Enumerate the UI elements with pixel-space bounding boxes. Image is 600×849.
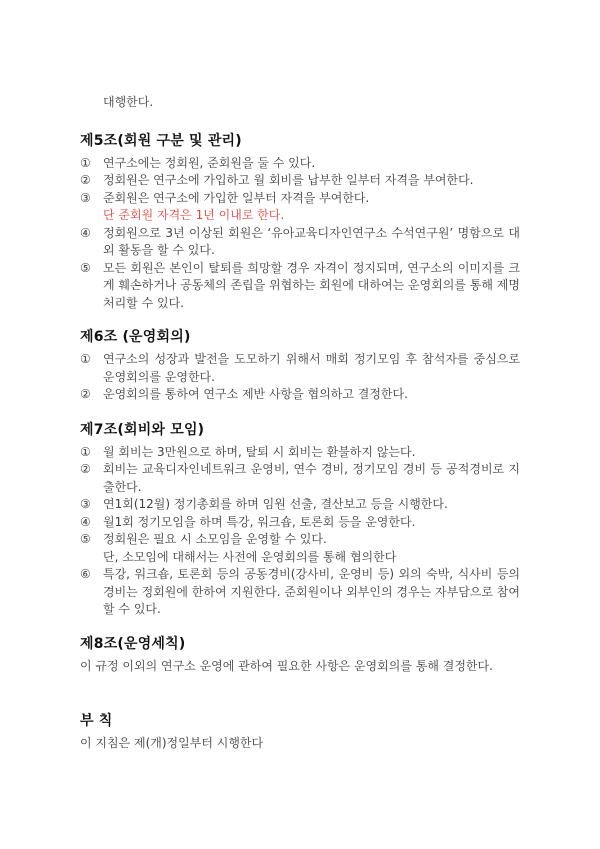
clause-marker: ④ xyxy=(80,514,91,529)
clause-marker: ⑤ xyxy=(80,532,91,546)
article7-items xyxy=(80,444,520,619)
sub-note: 단, 소모임에 대해서는 사전에 운영회의를 통해 협의한다 xyxy=(103,549,397,564)
clause-text: 정회원은 연구소에 가입하고 월 회비를 납부한 일부터 자격을 부여한다. xyxy=(103,173,474,187)
clause-item xyxy=(80,531,520,549)
clause-item xyxy=(80,461,520,496)
clause-text: 모든 회원은 본인이 탈퇴를 희망할 경우 자격이 정지되며, 연구소의 이미지를 크게 훼손하거나 공동체의 존립을 위협하는 회원에 대하여는 운영회의를 통해 제명 처리할 수 있다. xyxy=(103,260,520,310)
section-heading-appendix: 부 칙 xyxy=(80,713,113,729)
clause-marker: ① xyxy=(80,352,91,366)
document-content xyxy=(80,0,520,753)
clause-item xyxy=(80,260,520,313)
clause-item xyxy=(80,514,520,532)
clause-marker: ① xyxy=(80,444,91,459)
clause-item xyxy=(80,566,520,619)
clause-item xyxy=(80,155,520,173)
article8-paragraph: 이 규정 이외의 연구소 운영에 관하여 필요한 사항은 운영회의를 통해 결정한다. xyxy=(80,658,493,673)
clause-item xyxy=(80,225,520,260)
intro-continuation-line: 대행한다. xyxy=(103,95,154,109)
clause-text: 월1회 정기모임을 하며 특강, 워크숍, 토론회 등을 운영한다. xyxy=(103,514,416,529)
clause-item xyxy=(80,386,520,404)
clause-marker: ② xyxy=(80,387,91,401)
clause-text: 회비는 교육디자인네트워크 운영비, 연수 경비, 정기모임 경비 등 공적경비로 지출한다. xyxy=(103,462,520,494)
clause-text: 연1회(12월) 정기총회를 하며 임원 선출, 결산보고 등을 시행한다. xyxy=(103,497,448,511)
clause-marker: ③ xyxy=(80,497,91,511)
clause-marker: ④ xyxy=(80,225,91,240)
clause-item xyxy=(80,444,520,462)
clause-text: 준회원은 연구소에 가입한 일부터 자격을 부여한다. xyxy=(103,190,370,205)
section-heading-article5: 제5조(회원 구분 및 관리) xyxy=(80,132,242,149)
clause-item xyxy=(80,190,520,208)
appendix-paragraph: 이 지침은 제(개)정일부터 시행한다 xyxy=(80,736,264,750)
clause-text: 연구소의 성장과 발전을 도모하기 위해서 매회 정기모임 후 참석자를 중심으로 운영회의를 운영한다. xyxy=(103,352,520,384)
red-highlight-note: 단 준회원 자격은 1년 이내로 한다. xyxy=(103,208,285,222)
clause-item xyxy=(80,172,520,190)
clause-text: 특강, 워크숍, 토론회 등의 공동경비(강사비, 운영비 등) 외의 숙박, 식사비 등의 경비는 정회원에 한하여 지원한다. 준회원이나 외부인의 경우는 자부담으로 참여할 수 있다. xyxy=(103,567,520,616)
clause-marker: ② xyxy=(80,462,91,476)
clause-item xyxy=(80,351,520,386)
clause-marker: ⑤ xyxy=(80,260,91,275)
clause-text: 월 회비는 3만원으로 하며, 탈퇴 시 회비는 환불하지 않는다. xyxy=(103,444,416,459)
clause-text: 정회원으로 3년 이상된 회원은 ‘유아교육디자인연구소 수석연구원’ 명함으로 대외 활동을 할 수 있다. xyxy=(103,225,520,257)
clause-marker: ① xyxy=(80,155,91,170)
clause-text: 운영회의를 통하여 연구소 제반 사항을 협의하고 결정한다. xyxy=(103,387,408,401)
section-heading-article6: 제6조 (운영회의) xyxy=(80,329,191,345)
clause-text: 정회원은 필요 시 소모임을 운영할 수 있다. xyxy=(103,532,327,546)
article6-items xyxy=(80,351,520,404)
clause-marker: ② xyxy=(80,173,91,187)
article5-items xyxy=(80,155,520,313)
section-heading-article8: 제8조(운영세칙) xyxy=(80,635,186,652)
clause-text: 연구소에는 정회원, 준회원을 둘 수 있다. xyxy=(103,155,316,170)
section-heading-article7: 제7조(회비와 모임) xyxy=(80,421,205,438)
clause-item xyxy=(80,496,520,514)
clause-marker: ⑥ xyxy=(80,567,91,581)
clause-marker: ③ xyxy=(80,190,91,205)
